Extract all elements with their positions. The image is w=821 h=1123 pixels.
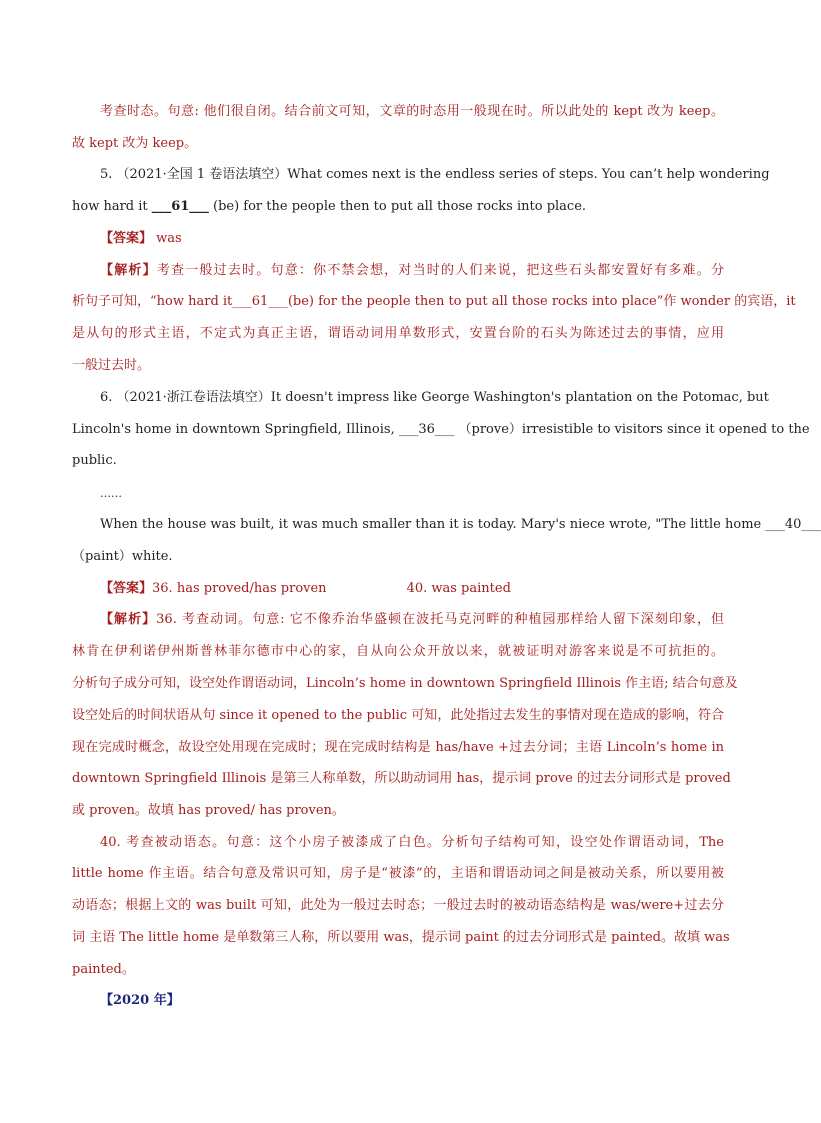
analysis-text: 一般过去时。 — [72, 358, 151, 373]
analysis-text: 考查一般过去时。句意：你不禁会想，对当时的人们来说，把这些石头都安置好有多难。分 — [156, 263, 724, 278]
question-text: When the house was built, it was much smaller than it is today. Mary's niece wrote, "The little home — [100, 517, 766, 532]
analysis-text: 词 主语 The little home 是单数第三人称，所以要用 was，提示词 paint 的过去分词形式是 painted。故填 was — [72, 930, 730, 945]
question-6-text-line4 — [100, 515, 821, 535]
analysis-text: painted。 — [72, 962, 135, 977]
explanation-text: 故 kept 改为 keep。 — [72, 136, 198, 151]
section-heading: 【2020 年】 — [100, 993, 180, 1008]
question-text: how hard it — [72, 199, 152, 214]
explanation-text: 考查时态。句意: 他们很自闭。结合前文可知，文章的时态用一般现在时。所以此处的 kept 改为 keep。 — [100, 104, 724, 119]
analysis-text: 是从句的形式主语，不定式为真正主语，谓语动词用单数形式，安置台阶的石头为陈述过去的事情，应用 — [72, 326, 724, 341]
answer-blank-40: ___40___ — [765, 517, 821, 532]
question-6-text-line2 — [72, 420, 810, 440]
question-text: （paint）white. — [72, 549, 173, 564]
question-text: (be) for the people then to put all those rocks into place. — [208, 199, 587, 214]
analysis-text: 设空处后的时间状语从句 since it opened to the public 可知，此处指过去发生的事情对现在造成的影响，符合 — [72, 708, 724, 723]
analysis-text: 析句子可知，“how hard it___61___(be) for the people then to put all those rocks into place”作 wonder 的宾语，it — [72, 294, 796, 309]
question-text: Lincoln's home in downtown Springfield, Illinois, — [72, 422, 399, 437]
analysis-text: downtown Springfield Illinois 是第三人称单数，所以助动词用 has，提示词 prove 的过去分词形式是 proved — [72, 771, 731, 786]
answer-label: 【答案】 — [100, 581, 153, 596]
analysis-text: 36. 考查动词。句意: 它不像乔治华盛顿在波托马克河畔的种植园那样给人留下深刻印象，但 — [156, 612, 724, 627]
question-text: （prove）irresistible to visitors since it opened to the — [454, 422, 810, 437]
analysis-text: 40. 考查被动语态。句意：这个小房子被漆成了白色。分析句子结构可知，设空处作谓语动词，The — [100, 835, 724, 850]
analysis-text: 或 proven。故填 has proved/ has proven。 — [72, 803, 345, 818]
question-6-text: 6. （2021·浙江卷语法填空）It doesn't impress like George Washington's plantation on the Potomac, but — [100, 390, 769, 405]
analysis-label: 【解析】 — [100, 263, 157, 278]
analysis-text: 林肯在伊利诺伊州斯普林菲尔德市中心的家，自从向公众开放以来，就被证明对游客来说是不可抗拒的。 — [72, 644, 724, 659]
analysis-text: little home 作主语。结合句意及常识可知，房子是“被漆”的，主语和谓语动词之间是被动关系，所以要用被 — [72, 866, 724, 881]
answer-value-36: 36. has proved/has proven — [152, 581, 327, 596]
analysis-line — [100, 261, 724, 281]
analysis-text: 动语态；根据上文的 was built 可知，此处为一般过去时态；一般过去时的被动语态结构是 was/were+过去分 — [72, 898, 724, 913]
answer-blank-36: ___36___ — [398, 422, 455, 437]
analysis-line — [100, 610, 724, 630]
analysis-label: 【解析】 — [100, 612, 157, 627]
answer-line — [100, 579, 724, 599]
question-5-text-line2 — [72, 197, 724, 217]
analysis-text: 现在完成时概念，故设空处用现在完成时；现在完成时结构是 has/have +过去分词；主语 Lincoln’s home in — [72, 740, 724, 755]
ellipsis: …… — [100, 487, 122, 500]
analysis-text: 分析句子成分可知，设空处作谓语动词，Lincoln’s home in downtown Springfield Illinois 作主语; 结合句意及 — [72, 676, 738, 691]
answer-value: was — [152, 231, 182, 246]
answer-line — [100, 229, 724, 249]
answer-label: 【答案】 — [100, 231, 153, 246]
answer-blank-61: ___61___ — [151, 199, 209, 214]
question-text: public. — [72, 453, 117, 468]
answer-value-40: 40. was painted — [406, 581, 511, 596]
question-5-text: 5. （2021·全国 1 卷语法填空）What comes next is the endless series of steps. You can’t help wondering — [100, 167, 770, 182]
